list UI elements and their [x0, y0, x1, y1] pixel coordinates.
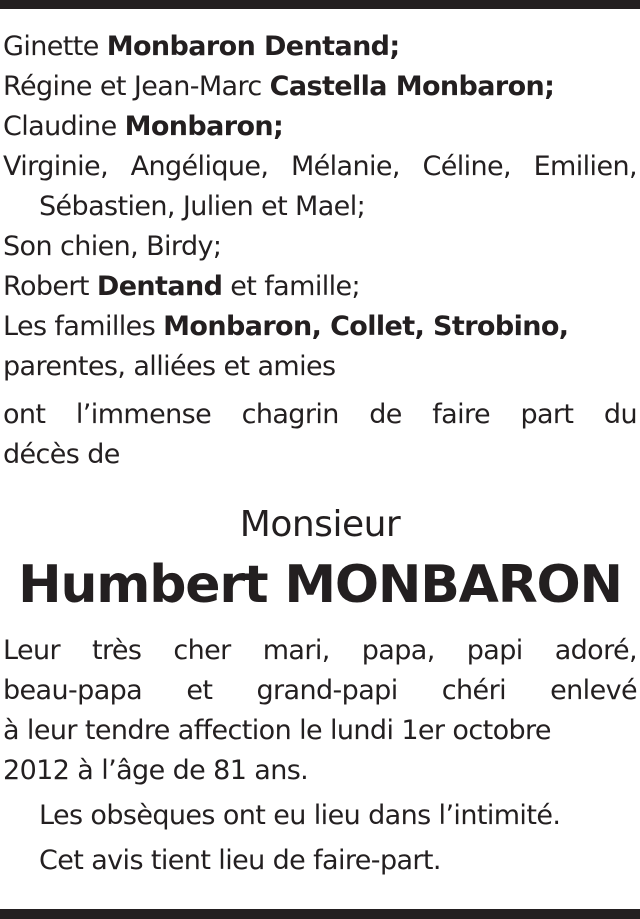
- word: chéri: [441, 675, 506, 706]
- word: Virginie,: [3, 151, 109, 182]
- family-line-5: Sébastien, Julien et Mael;: [39, 191, 366, 222]
- faire-part-note: Cet avis tient lieu de faire-part.: [39, 845, 441, 876]
- word: adoré,: [554, 635, 637, 666]
- word: mari,: [262, 635, 330, 666]
- word: papa,: [361, 635, 435, 666]
- family-line-1: Ginette Monbaron Dentand;: [3, 31, 400, 62]
- top-rule: [0, 0, 640, 9]
- word: enlevé: [550, 675, 637, 706]
- word: du: [603, 399, 637, 430]
- obituary-notice: [3, 27, 637, 881]
- word: de: [369, 399, 402, 430]
- family-line-9: parentes, alliées et amies: [3, 351, 336, 382]
- word: Leur: [3, 635, 60, 666]
- word: Mélanie,: [290, 151, 400, 182]
- surname: Dentand: [96, 271, 223, 302]
- surname: Monbaron;: [124, 111, 284, 142]
- word: cher: [173, 635, 231, 666]
- obseques-note: Les obsèques ont eu lieu dans l’intimité.: [39, 800, 561, 831]
- family-line-2: Régine et Jean-Marc Castella Monbaron;: [3, 71, 555, 102]
- word: l’immense: [75, 399, 212, 430]
- family-line-7: Robert Dentand et famille;: [3, 271, 361, 302]
- surname: Monbaron, Collet, Strobino,: [163, 311, 569, 342]
- word: Céline,: [422, 151, 512, 182]
- deceased-name: Humbert MONBARON: [18, 555, 622, 615]
- bottom-rule: [0, 909, 640, 919]
- announce-line-1: [3, 395, 637, 435]
- word: faire: [432, 399, 490, 430]
- word: ont: [3, 399, 46, 430]
- surname: Castella Monbaron;: [269, 71, 555, 102]
- surname: Monbaron Dentand;: [106, 31, 400, 62]
- family-line-8: Les familles Monbaron, Collet, Strobino,: [3, 311, 569, 342]
- deceased-title: Monsieur: [239, 504, 401, 545]
- family-line-6: Son chien, Birdy;: [3, 231, 222, 262]
- word: chagrin: [241, 399, 339, 430]
- word: beau-papa: [3, 675, 143, 706]
- body-line-1: [3, 631, 637, 671]
- word: très: [92, 635, 142, 666]
- word: part: [520, 399, 574, 430]
- family-line-4: [3, 147, 637, 187]
- word: grand-papi: [256, 675, 398, 706]
- body-line-2: [3, 671, 637, 711]
- family-line-3: Claudine Monbaron;: [3, 111, 284, 142]
- word: et: [186, 675, 213, 706]
- body-line-3: à leur tendre affection le lundi 1er octobre: [3, 715, 551, 746]
- word: papi: [466, 635, 523, 666]
- word: Angélique,: [130, 151, 269, 182]
- word: Emilien,: [533, 151, 637, 182]
- body-line-4: 2012 à l’âge de 81 ans.: [3, 755, 309, 786]
- announce-line-2: décès de: [3, 439, 120, 470]
- body-paragraph: [3, 631, 637, 791]
